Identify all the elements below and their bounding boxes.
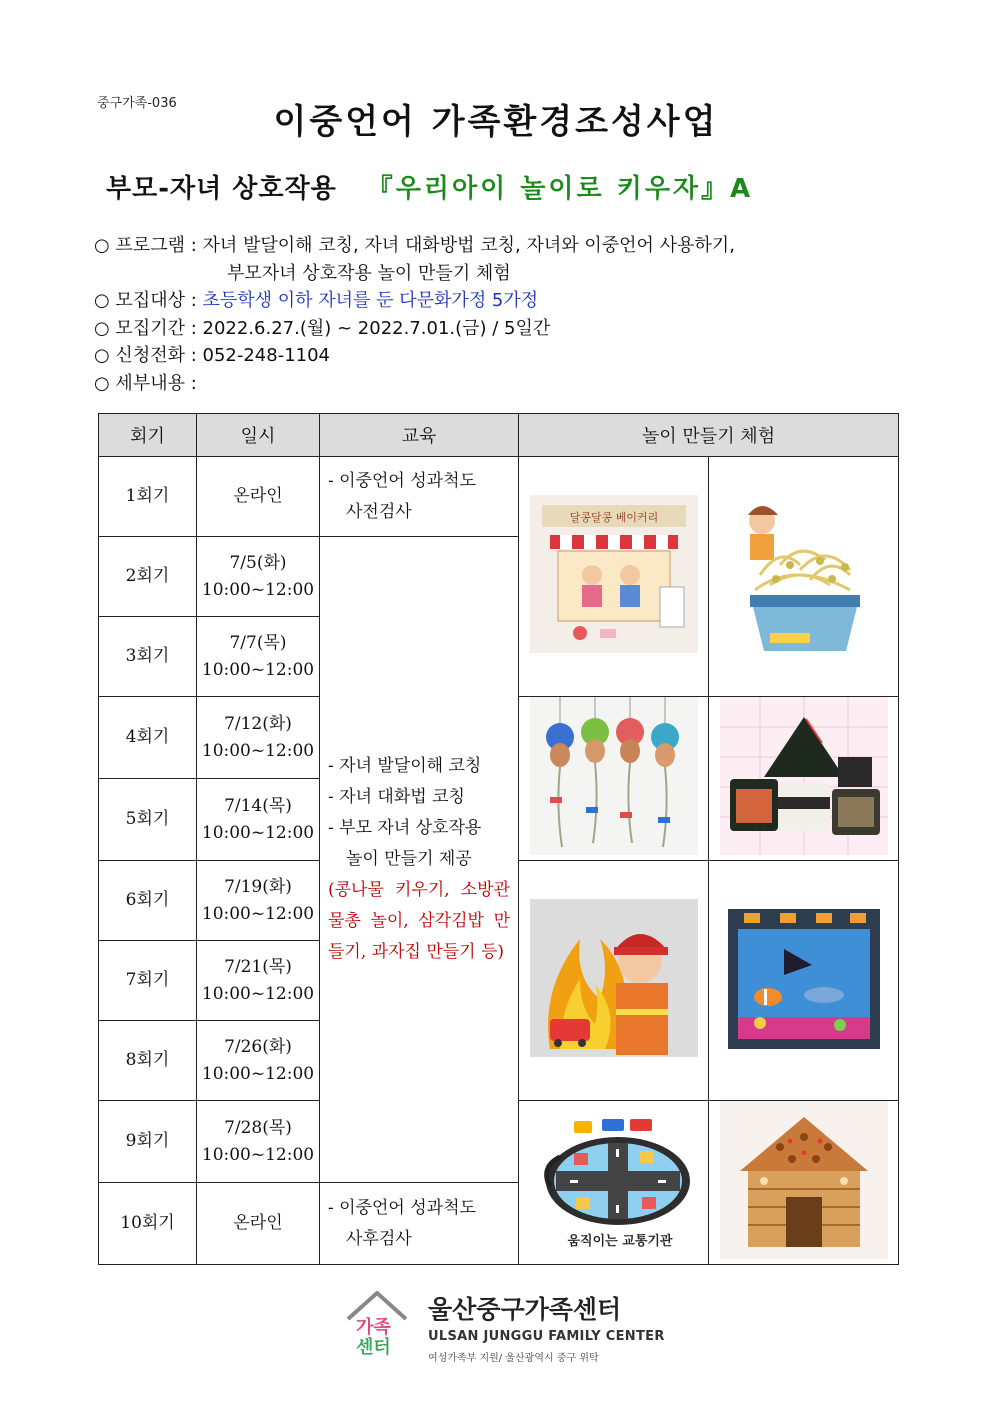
date-text: 7/21(목) <box>224 956 292 977</box>
date-cell: 온라인 <box>197 1183 320 1265</box>
header-date: 일시 <box>197 414 320 457</box>
bakery-sign-text: 달콩달콩 베이커리 <box>569 511 658 524</box>
program-info <box>94 232 735 397</box>
edu-line: - 이중언어 성과척도 <box>328 1197 476 1218</box>
session-cell: 6회기 <box>99 861 197 941</box>
time-text: 10:00~12:00 <box>201 1144 315 1165</box>
program-line-2: 부모자녀 상호작용 놀이 만들기 체험 <box>227 262 511 284</box>
date-cell: 온라인 <box>197 457 320 537</box>
date-text: 7/26(화) <box>224 1036 292 1057</box>
date-text: 7/14(목) <box>224 795 292 816</box>
time-text: 10:00~12:00 <box>201 659 315 680</box>
date-text: 7/12(화) <box>224 713 292 734</box>
edu-line: - 이중언어 성과척도 <box>328 470 476 491</box>
cookie-house-image <box>720 1101 888 1259</box>
document-code: 중구가족-036 <box>97 96 177 111</box>
session-cell: 3회기 <box>99 617 197 697</box>
table-header-row <box>99 414 899 457</box>
period-value: 2022.6.27.(월) ~ 2022.7.01.(금) / 5일간 <box>202 317 551 339</box>
phone-label: ○ 신청전화 : <box>94 345 203 366</box>
session-cell: 1회기 <box>99 457 197 537</box>
image-cell-beansprout <box>709 457 899 697</box>
bakery-craft-image <box>530 495 698 653</box>
session-cell: 7회기 <box>99 941 197 1021</box>
edu-cell-pre <box>320 457 519 537</box>
date-cell <box>197 537 320 617</box>
time-text: 10:00~12:00 <box>201 579 315 600</box>
image-cell-firefighter <box>519 861 709 1101</box>
edu-line: - 자녀 발달이해 코칭 <box>328 756 482 776</box>
edu-line: 사후검사 <box>346 1228 412 1249</box>
edu-cell-post <box>320 1183 519 1265</box>
edu-line: 놀이 만들기 제공 <box>346 849 472 869</box>
date-text: 7/5(화) <box>229 552 287 573</box>
edu-line: - 부모 자녀 상호작용 <box>328 818 482 838</box>
phone-value: 052-248-1104 <box>202 345 331 366</box>
date-text: 7/19(화) <box>224 876 292 897</box>
table-row <box>99 457 899 537</box>
image-cell-bakery <box>519 457 709 697</box>
time-text: 10:00~12:00 <box>201 1063 315 1084</box>
family-center-logo <box>342 1287 412 1357</box>
image-cell-cookie-house <box>709 1101 899 1265</box>
date-cell <box>197 1021 320 1101</box>
target-value: 초등학생 이하 자녀를 둔 다문화가정 5가정 <box>202 290 539 311</box>
center-sponsor: 여성가족부 지원/ 울산광역시 중구 위탁 <box>428 1353 599 1364</box>
period-label: ○ 모집기간 : <box>94 317 203 339</box>
target-label: ○ 모집대상 : <box>94 290 203 311</box>
logo-text-bottom: 센터 <box>356 1337 391 1357</box>
image-cell-traffic <box>519 1101 709 1265</box>
subtitle-prefix: 부모-자녀 상호작용 <box>106 174 337 204</box>
firefighter-image <box>530 899 698 1057</box>
rice-ball-image <box>720 697 888 855</box>
edu-note: (콩나물 키우기, 소방관 물총 놀이, 삼각김밥 만들기, 과자집 만들기 등) <box>328 880 510 962</box>
time-text: 10:00~12:00 <box>201 983 315 1004</box>
details-label: ○ 세부내용 : <box>94 372 197 394</box>
header-education: 교육 <box>320 414 519 457</box>
edu-line: - 자녀 대화법 코칭 <box>328 787 465 807</box>
page-title: 이중언어 가족환경조성사업 <box>273 102 719 142</box>
logo-text-top: 가족 <box>356 1317 391 1338</box>
header-session: 회기 <box>99 414 197 457</box>
image-cell-rice-ball <box>709 697 899 861</box>
date-cell <box>197 1101 320 1183</box>
session-cell: 9회기 <box>99 1101 197 1183</box>
date-cell <box>197 697 320 779</box>
date-cell <box>197 779 320 861</box>
time-text: 10:00~12:00 <box>201 903 315 924</box>
traffic-caption: 움직이는 교통기관 <box>567 1234 672 1249</box>
time-text: 10:00~12:00 <box>201 740 315 761</box>
traffic-mat-image <box>530 1101 698 1259</box>
schedule-table <box>98 413 899 1265</box>
time-text: 10:00~12:00 <box>201 822 315 843</box>
edu-line: 사전검사 <box>346 501 412 522</box>
program-label: ○ 프로그램 : <box>94 235 203 256</box>
date-text: 7/28(목) <box>224 1117 292 1138</box>
date-cell <box>197 941 320 1021</box>
session-cell: 10회기 <box>99 1183 197 1265</box>
aquarium-craft-image <box>720 899 888 1057</box>
session-cell: 2회기 <box>99 537 197 617</box>
edu-cell-main <box>320 537 519 1183</box>
session-cell: 8회기 <box>99 1021 197 1101</box>
program-name: 『우리아이 놀이로 키우자』A <box>366 174 754 204</box>
header-activity: 놀이 만들기 체험 <box>519 414 899 457</box>
image-cell-aquarium <box>709 861 899 1101</box>
date-cell <box>197 617 320 697</box>
session-cell: 5회기 <box>99 779 197 861</box>
center-name: 울산중구가족센터 <box>428 1295 622 1324</box>
image-cell-puppets <box>519 697 709 861</box>
center-name-en: ULSAN JUNGGU FAMILY CENTER <box>428 1329 665 1344</box>
beansprout-image <box>720 495 888 653</box>
date-cell <box>197 861 320 941</box>
date-text: 7/7(목) <box>229 632 287 653</box>
puppet-craft-image <box>530 697 698 855</box>
subtitle <box>106 168 753 205</box>
session-cell: 4회기 <box>99 697 197 779</box>
program-line-1: 자녀 발달이해 코칭, 자녀 대화방법 코칭, 자녀와 이중언어 사용하기, <box>202 235 735 256</box>
